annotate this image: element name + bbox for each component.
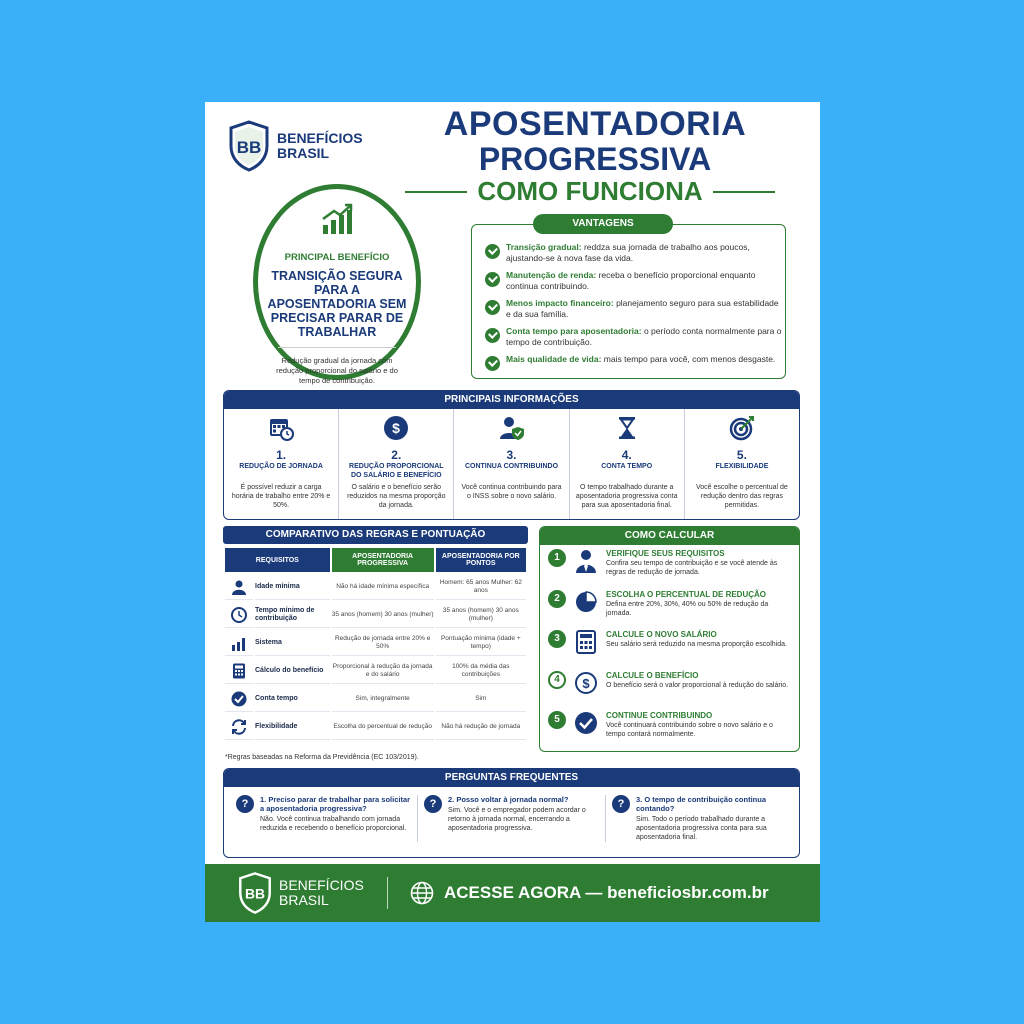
col-header: APOSENTADORIA POR PONTOS — [436, 548, 526, 572]
user-shield-icon — [499, 415, 525, 441]
table-row: Sistema Redução de jornada entre 20% e 50% Pontuação mínima (idade + tempo) — [225, 630, 526, 656]
faq-item: ? 1. Preciso parar de trabalhar para solicitar a aposentadoria progressiva? Não. Você continua trabalhando com jornada reduzida e recebendo o benefício proporcional. — [230, 795, 418, 842]
highlight-description: Redução gradual da jornada com redução proporcional do salário e do tempo de contribuição. — [276, 356, 398, 385]
title-line1: APOSENTADORIA — [443, 105, 747, 143]
info-card: 3. CONTINUA CONTRIBUINDO Você continua contribuindo para o INSS sobre o novo salário. — [454, 409, 569, 519]
footnote: *Regras baseadas na Reforma da Previdência (EC 103/2019). — [225, 754, 419, 761]
hourglass-icon — [614, 415, 640, 441]
refresh-icon — [231, 719, 247, 735]
highlight-kicker: PRINCIPAL BENEFÍCIO — [284, 252, 390, 263]
table-row: Tempo mínimo de contribuição 35 anos (homem) 30 anos (mulher) 35 anos (homem) 30 anos (mulher) — [225, 602, 526, 628]
check-icon — [485, 300, 500, 315]
section-header: PERGUNTAS FREQUENTES — [224, 769, 799, 787]
cta-link[interactable] — [410, 881, 769, 905]
col-header: REQUISITOS — [225, 548, 330, 572]
list-item: Menos impacto financeiro: planejamento seguro para sua estabilidade e da sua família. — [485, 298, 785, 320]
target-icon — [729, 415, 755, 441]
faq-item: ? 3. O tempo de contribuição continua contando? Sim. Todo o período trabalhado durante a aposentadoria progressiva conta para sua aposentadoria final. — [606, 795, 793, 842]
section-header: COMPARATIVO DAS REGRAS E PONTUAÇÃO — [223, 526, 528, 544]
shield-icon — [237, 871, 273, 915]
highlight-circle — [253, 184, 421, 385]
pie-chart-icon — [574, 590, 598, 614]
vantagens-list — [485, 242, 785, 377]
svg-text:BB: BB — [244, 885, 266, 902]
section-header: PRINCIPAIS INFORMAÇÕES — [224, 391, 799, 409]
info-card: 5. FLEXIBILIDADE Você escolhe o percentual de redução dentro das regras permitidas. — [685, 409, 799, 519]
title-line2: PROGRESSIVA — [478, 141, 712, 177]
check-icon — [485, 328, 500, 343]
person-tie-icon — [574, 549, 598, 573]
cta-text: ACESSE AGORA — beneficiosbr.com.br — [444, 883, 769, 902]
info-card: $ 2. REDUÇÃO PROPORCIONAL DO SALÁRIO E BENEFÍCIO O salário e o benefício serão reduzidos na mesma proporção da jornada. — [339, 409, 454, 519]
step-item: 5 CONTINUE CONTRIBUINDO Você continuará contribuindo sobre o novo salário e o tempo contará normalmente. — [540, 707, 799, 748]
footer-logo: BB BENEFÍCIOS BRASIL — [237, 871, 387, 915]
calendar-clock-icon — [268, 415, 294, 441]
list-item: Transição gradual: reddza sua jornada de trabalho aos poucos, ajustando-se à nova fase da vida. — [485, 242, 785, 264]
brand-name-line1: BENEFÍCIOS — [277, 130, 363, 146]
check-circle-icon — [574, 711, 598, 735]
list-item: Conta tempo para aposentadoria: o período conta normalmente para o tempo de contribuição. — [485, 326, 785, 348]
step-item: 1 VERIFIQUE SEUS REQUISITOS Confira seu tempo de contribuição e se você atende às regras de redução de jornada. — [540, 545, 799, 586]
table-row: Idade mínima Não há idade mínima específica Homem: 65 anos Mulher: 62 anos — [225, 574, 526, 600]
table-row: Cálculo do benefício Proporcional à redução da jornada e do salário 100% da média das contribuições — [225, 658, 526, 684]
check-circle-icon — [231, 691, 247, 707]
vantagens-label: VANTAGENS — [533, 214, 673, 234]
principais-informacoes — [223, 390, 800, 520]
svg-text:$: $ — [392, 420, 401, 436]
page-title — [395, 106, 795, 176]
col-header: APOSENTADORIA PROGRESSIVA — [332, 548, 434, 572]
list-item: Mais qualidade de vida: mais tempo para você, com menos desgaste. — [485, 354, 785, 371]
info-card: 4. CONTA TEMPO O tempo trabalhado durante a aposentadoria progressiva conta para sua aposentadoria final. — [570, 409, 685, 519]
person-icon — [231, 579, 247, 595]
dollar-icon — [383, 415, 409, 441]
info-card: 1. REDUÇÃO DE JORNADA É possível reduzir a carga horária de trabalho entre 20% e 50%. — [224, 409, 339, 519]
footer-banner — [205, 864, 820, 922]
chart-up-icon — [320, 203, 354, 237]
step-item: 3 CALCULE O NOVO SALÁRIO Seu salário será reduzido na mesma proporção escolhida. — [540, 626, 799, 667]
brand-initials: BB — [236, 138, 262, 157]
calculator-icon — [231, 663, 247, 679]
step-item: 4 $ CALCULE O BENEFÍCIO O benefício será o valor proporcional à redução do salário. — [540, 667, 799, 708]
check-icon — [485, 356, 500, 371]
question-icon: ? — [612, 795, 630, 813]
faq-item: ? 2. Posso voltar à jornada normal? Sim. Você e o empregador podem acordar o retorno à jornada normal, encerrando a aposentadoria progressiva. — [418, 795, 606, 842]
section-header: COMO CALCULAR — [540, 527, 799, 545]
highlight-heading: TRANSIÇÃO SEGURA PARA A APOSENTADORIA SEM PRECISAR PARAR DE TRABALHAR — [267, 269, 407, 339]
step-item: 2 ESCOLHA O PERCENTUAL DE REDUÇÃO Defina entre 20%, 30%, 40% ou 50% de redução da jornada. — [540, 586, 799, 627]
check-icon — [485, 272, 500, 287]
shield-icon — [227, 120, 271, 172]
perguntas-frequentes — [223, 768, 800, 858]
svg-text:$: $ — [582, 675, 590, 691]
question-icon: ? — [424, 795, 442, 813]
dollar-icon — [574, 671, 598, 695]
clock-icon — [231, 607, 247, 623]
subtitle-text: COMO FUNCIONA — [477, 176, 703, 206]
brand-name-line2: BRASIL — [277, 145, 330, 161]
brand-logo — [227, 120, 363, 172]
table-row: Flexibilidade Escolha do percentual de redução Não há redução de jornada — [225, 714, 526, 740]
globe-icon — [410, 881, 434, 905]
bar-chart-icon — [231, 635, 247, 651]
como-calcular — [539, 526, 800, 752]
table-row: Conta tempo Sim, integralmente Sim — [225, 686, 526, 712]
calculator-icon — [574, 630, 598, 654]
check-icon — [485, 244, 500, 259]
list-item: Manutenção de renda: receba o benefício proporcional enquanto continua contribuindo. — [485, 270, 785, 292]
page-subtitle — [405, 176, 775, 207]
comparativo-table — [223, 526, 528, 752]
infographic-page — [205, 102, 820, 922]
question-icon: ? — [236, 795, 254, 813]
